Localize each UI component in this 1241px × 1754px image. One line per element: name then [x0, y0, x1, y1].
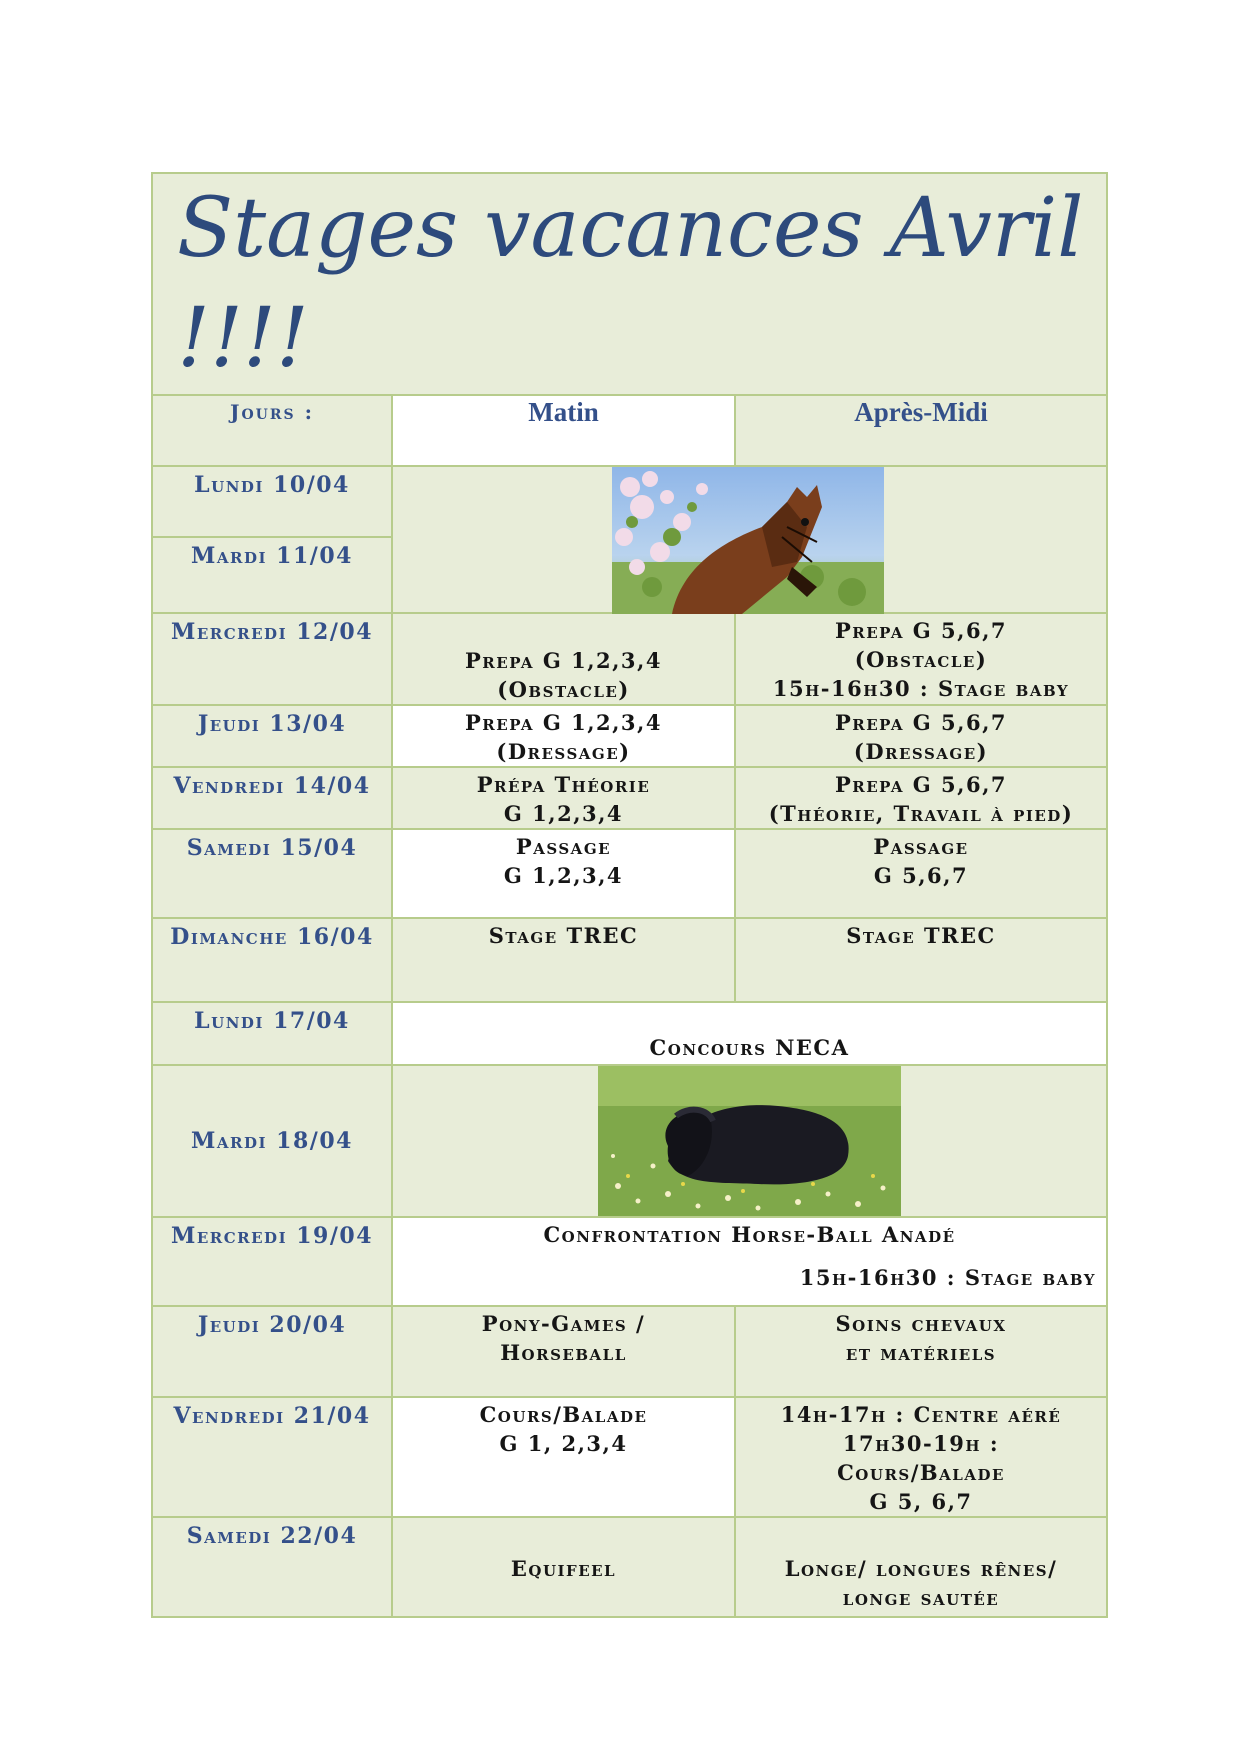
table-row [152, 1217, 1107, 1306]
apres-midi-line: 15h-16h30 : Stage baby [772, 676, 1070, 701]
page-title: Stages vacances Avril !!!! [177, 181, 1084, 386]
day-cell: Jeudi 13/04 [152, 705, 392, 767]
apres-midi-line: (Dressage) [853, 739, 989, 764]
apres-midi-line: G 5, 6,7 [869, 1489, 973, 1514]
day-cell: Vendredi 14/04 [152, 767, 392, 829]
matin-line: (Dressage) [496, 739, 631, 764]
matin-line: Passage [515, 834, 612, 859]
schedule-sheet [151, 172, 1106, 1610]
table-row [152, 1306, 1107, 1397]
apres-midi-line: Longe/ longues rênes/ [784, 1556, 1058, 1581]
apres-midi-line: Prepa G 5,6,7 [834, 618, 1008, 643]
matin-line: Prepa G 1,2,3,4 [465, 710, 662, 735]
header-apres-midi: Après-Midi [735, 395, 1107, 466]
title-row [152, 173, 1107, 395]
day-cell: Mercredi 19/04 [152, 1217, 392, 1306]
header-jours: Jours : [152, 395, 392, 466]
matin-text: Equifeel [510, 1556, 617, 1581]
matin-line: G 1,2,3,4 [503, 863, 624, 888]
matin-line: G 1,2,3,4 [503, 801, 624, 826]
apres-midi-cell [735, 1306, 1107, 1397]
apres-midi-line: longe sautée [842, 1585, 1000, 1610]
table-row [152, 705, 1107, 767]
day-cell: Samedi 22/04 [152, 1517, 392, 1617]
day-cell: Lundi 10/04 [152, 466, 392, 537]
table-row [152, 1397, 1107, 1517]
apres-midi-cell [735, 1397, 1107, 1517]
matin-text: Stage TREC [488, 923, 639, 948]
matin-cell [392, 1517, 735, 1617]
table-row [152, 918, 1107, 1002]
day-cell: Samedi 15/04 [152, 829, 392, 918]
day-cell: Mardi 18/04 [152, 1065, 392, 1217]
table-row [152, 613, 1107, 705]
table-row [152, 829, 1107, 918]
table-row [152, 767, 1107, 829]
table-row [152, 466, 1107, 537]
pony-photo-cell [392, 1065, 1107, 1217]
apres-midi-line: et matériels [845, 1340, 997, 1365]
day-cell: Dimanche 16/04 [152, 918, 392, 1002]
apres-midi-line: Prepa G 5,6,7 [834, 772, 1008, 797]
apres-midi-line: (Théorie, Travail à pied) [768, 801, 1074, 826]
matin-line: Pony-Games / [481, 1311, 646, 1336]
day-cell: Vendredi 21/04 [152, 1397, 392, 1517]
apres-midi-line: 17h30-19h : [842, 1431, 1000, 1456]
schedule-table [151, 172, 1108, 1618]
matin-cell [392, 1306, 735, 1397]
table-row [152, 1517, 1107, 1617]
all-day-cell [392, 1217, 1107, 1306]
apres-midi-line: 14h-17h : Centre aéré [780, 1402, 1062, 1427]
matin-line: Cours/Balade [479, 1402, 648, 1427]
horse-photo-cell [392, 466, 1107, 613]
bay-horse-photo [612, 467, 884, 614]
all-day-text: Concours NECA [649, 1035, 850, 1060]
matin-cell [392, 1397, 735, 1517]
all-day-text: Confrontation Horse-Ball Anadé [543, 1222, 956, 1247]
matin-line: Horseball [500, 1340, 627, 1365]
sleeping-pony-photo [598, 1066, 901, 1216]
matin-line: Prépa Théorie [476, 772, 651, 797]
title-cell [152, 173, 1107, 395]
day-cell: Mardi 11/04 [152, 537, 392, 613]
apres-midi-line: (Obstacle) [854, 647, 988, 672]
apres-midi-cell [735, 829, 1107, 918]
all-day-cell [392, 1002, 1107, 1065]
apres-midi-cell [735, 918, 1107, 1002]
day-cell: Lundi 17/04 [152, 1002, 392, 1065]
day-cell: Mercredi 12/04 [152, 613, 392, 705]
apres-midi-cell [735, 1517, 1107, 1617]
apres-midi-cell [735, 613, 1107, 705]
matin-text: Prepa G 1,2,3,4 (Obstacle) [465, 648, 662, 702]
apres-midi-cell [735, 767, 1107, 829]
matin-cell [392, 918, 735, 1002]
matin-cell [392, 767, 735, 829]
table-row [152, 1002, 1107, 1065]
matin-cell [392, 613, 735, 705]
apres-midi-text: Stage TREC [846, 923, 996, 948]
apres-midi-line: Prepa G 5,6,7 [834, 710, 1008, 735]
header-row [152, 395, 1107, 466]
table-row [152, 1065, 1107, 1217]
matin-line: G 1, 2,3,4 [499, 1431, 628, 1456]
apres-midi-line: Passage [873, 834, 969, 859]
apres-midi-cell [735, 705, 1107, 767]
apres-midi-line: G 5,6,7 [873, 863, 969, 888]
apres-midi-line: Cours/Balade [837, 1460, 1005, 1485]
apres-midi-line: Soins chevaux [835, 1311, 1007, 1336]
day-cell: Jeudi 20/04 [152, 1306, 392, 1397]
matin-cell [392, 705, 735, 767]
header-matin: Matin [392, 395, 735, 466]
matin-cell [392, 829, 735, 918]
all-day-extra: 15h-16h30 : Stage baby [799, 1265, 1096, 1290]
